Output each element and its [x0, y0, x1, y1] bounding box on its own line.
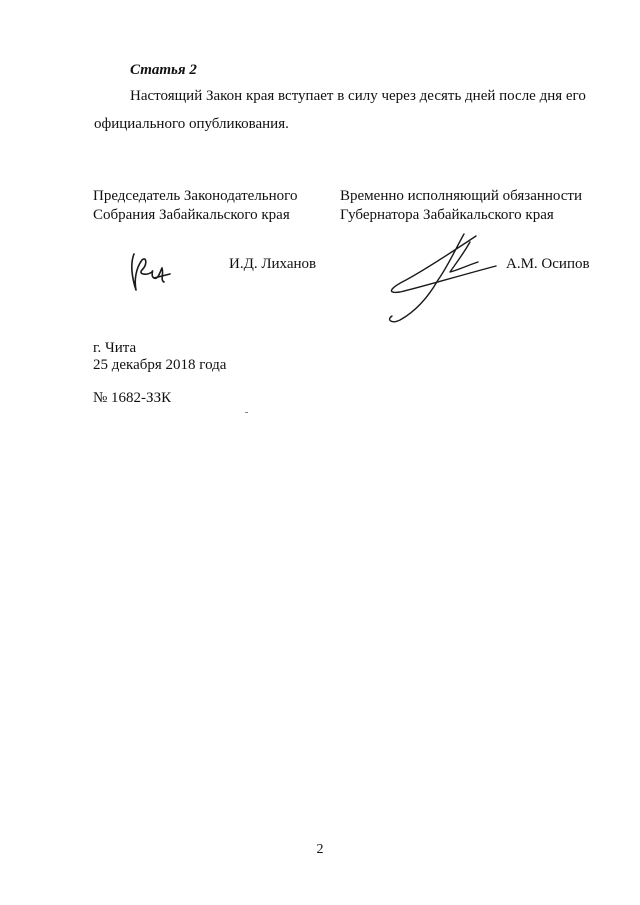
left-signatory-name: И.Д. Лиханов — [229, 256, 317, 272]
left-title-line-2: Собрания Забайкальского края — [93, 207, 290, 223]
scan-speck — [245, 412, 248, 413]
left-title-line-1: Председатель Законодательного — [93, 188, 298, 204]
left-signatory-title — [93, 187, 297, 225]
signing-date: 25 декабря 2018 года — [93, 357, 227, 373]
right-title-line-2: Губернатора Забайкальского края — [340, 207, 554, 223]
right-handwritten-signature — [378, 228, 498, 328]
article-text-line-2: официального опубликования. — [94, 116, 289, 132]
article-heading: Статья 2 — [130, 62, 197, 78]
right-signatory-title — [340, 187, 582, 225]
left-handwritten-signature — [124, 250, 176, 296]
page-number: 2 — [316, 842, 324, 857]
right-signatory-name: А.М. Осипов — [506, 256, 590, 272]
right-title-line-1: Временно исполняющий обязанности — [340, 188, 583, 204]
law-number: № 1682-ЗЗК — [93, 390, 172, 406]
signing-place: г. Чита — [93, 340, 137, 356]
article-text-line-1: Настоящий Закон края вступает в силу через десять дней после дня его — [130, 88, 586, 104]
